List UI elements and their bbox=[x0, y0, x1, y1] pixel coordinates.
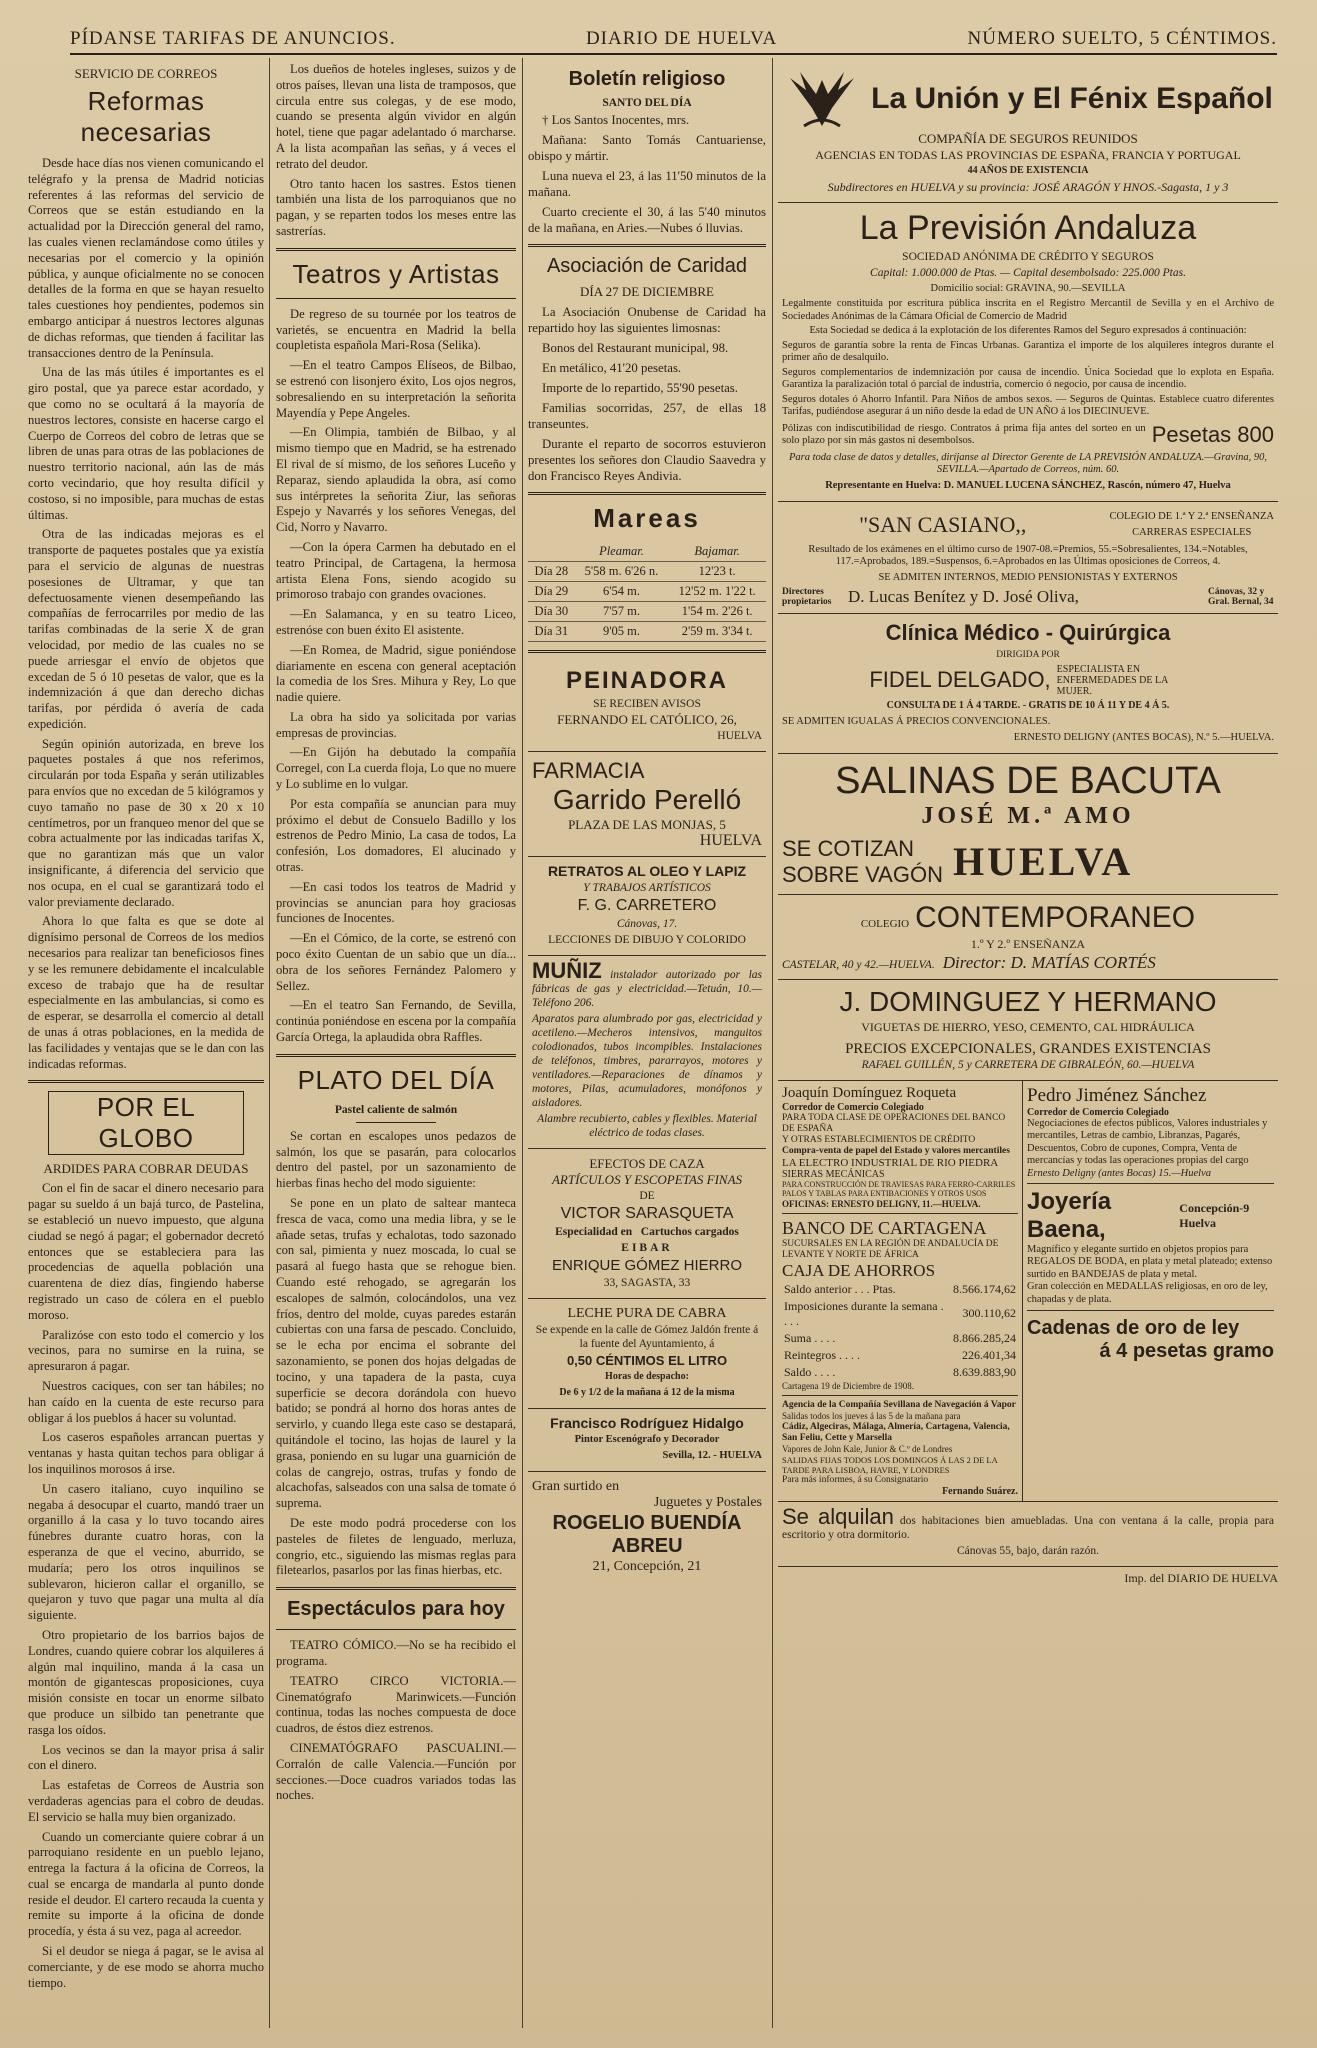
ad-title: La Unión y El Fénix Español bbox=[871, 82, 1273, 115]
ad-title: Joyería Baena, bbox=[1027, 1187, 1112, 1243]
ad-line: Alambre recubierto, cables y flexibles. Material eléctrico de todas clases. bbox=[537, 1113, 757, 1139]
divider bbox=[528, 244, 766, 247]
ad-line: Representante en Huelva: D. MANUEL LUCENA SÁNCHEZ, Rascón, número 47, Huelva bbox=[825, 479, 1231, 491]
ad-line: Cánovas 55, bajo, darán razón. bbox=[956, 1544, 1100, 1557]
paragraph: —En casi todos los teatros de Madrid y provincias se anuncian para hoy graciosas funciones de Inocentes. bbox=[276, 879, 516, 926]
ad-line: Seguros de garantía sobre la renta de Fincas Urbanas. Garantiza el importe de los alquileres íntegros durante el primer año de desalquilo. bbox=[782, 339, 1274, 363]
paragraph: En metálico, 41'20 pesetas. bbox=[542, 361, 682, 375]
ad-clinica bbox=[778, 614, 1278, 754]
ad-title: Francisco Rodríguez Hidalgo bbox=[550, 1415, 744, 1431]
ad-line: Cartagena 19 de Diciembre de 1908. bbox=[782, 1380, 914, 1391]
ad-line: Legalmente constituida por escritura pública inscrita en el Registro Mercantil de Sevilla y en el Archivo de Sociedades Anónimas de la Cámara Oficial de Comercio de Madrid bbox=[782, 298, 1274, 322]
paragraph: Se cortan en escalopes unos pedazos de salmón, los que se pasarán, para colocarlos dentro del pastel, por un sazonamiento de hierbas finas hecho del modo siguiente: bbox=[276, 1128, 516, 1191]
ad-line: Aparatos para alumbrado por gas, electricidad y acetileno.—Mecheros intensivos, manguitos colodionados, tubos incompibles. Instalaciones de teléfonos, timbres, pararrayos, motores y ventiladores.—Reparaciones de dínamos y motores, Pilas, acumuladores, monófonos y aisladores. bbox=[532, 1013, 762, 1109]
ad-line: Agencia de la Compañía Sevillana de Navegación á Vapor bbox=[782, 1399, 1016, 1410]
paragraph: Otro tanto hacen los sastres. Estos tienen también una lista de los parroquianos que no pagan, y se reparten todos los meses entre las sastrerías. bbox=[276, 176, 516, 238]
ad-line: De 6 y 1/2 de la mañana á 12 de la misma bbox=[559, 1387, 735, 1398]
paragraph: Con el fin de sacar el dinero necesario para pagar su sueldo á un bajá turco, de Pastelina, se estableció un nuevo impuesto, que alguna ciudad se negó á pagar; el gobernador decretó entonces que se estableciera para las procedencias de aquella población una cuarentena de diez días, fingiendo haberse registrado un caso de cólera en el pueblo moroso. bbox=[28, 1181, 264, 1322]
ad-line: DE bbox=[639, 1190, 655, 1202]
tides-cell: 7'57 m. bbox=[602, 604, 640, 618]
ad-line: Para más informes, á su Consignatario bbox=[782, 1474, 929, 1485]
ad-line: PRECIOS EXCEPCIONALES, GRANDES EXISTENCIAS bbox=[845, 1040, 1211, 1057]
ad-title: F. G. CARRETERO bbox=[577, 897, 717, 914]
ad-line: Subdirectores en HUELVA y su provincia: JOSÉ ARAGÓN Y HNOS.-Sagasta, 1 y 3 bbox=[827, 180, 1229, 194]
tides-cell: Día 29 bbox=[534, 584, 569, 598]
header-left: PÍDANSE TARIFAS DE ANUNCIOS. bbox=[70, 28, 396, 49]
tides-header-cell: Bajamar. bbox=[694, 544, 740, 558]
ad-line: 1.º Y 2.º ENSEÑANZA bbox=[970, 936, 1086, 951]
ad-title: MUÑIZ bbox=[532, 958, 602, 983]
ad-line: Cánovas, 32 y Gral. Bernal, 34 bbox=[1208, 586, 1274, 607]
ad-line: COMPAÑÍA DE SEGUROS REUNIDOS bbox=[918, 131, 1138, 146]
section-title: Mareas bbox=[593, 503, 701, 533]
ad-title: PEINADORA bbox=[565, 667, 728, 694]
divider bbox=[276, 248, 516, 251]
divider bbox=[356, 1122, 436, 1123]
paragraph: Cuando un comerciante quiere cobrar á un parroquiano residente en un pueblo lejano, entrega la factura á la oficina de Correos, la cual se encarga de mandarla al punto donde reside el deudor. El cartero recauda la cuenta y remite su importe á la oficina de donde procedía, y ésta á su vez, paga al acreedor. bbox=[28, 1829, 264, 1939]
column-rule bbox=[772, 58, 773, 2028]
ad-juguetes bbox=[528, 1472, 766, 1582]
ad-line: Para toda clase de datos y detalles, diríjanse al Director Gerente de LA PREVISIÓN ANDALUZA.—Gravina, 90, SEVILLA.—Apartado de Correos, núm. 60. bbox=[789, 451, 1267, 475]
paragraph: Cuarto creciente el 30, á las 5'40 minutos de la mañana, en Aries.—Nubes ó lluvias. bbox=[528, 205, 766, 235]
ad-line: LA ELECTRO INDUSTRIAL DE RIO PIEDRA bbox=[782, 1156, 999, 1169]
ads-right-stack bbox=[1023, 1081, 1278, 1501]
ad-colegio-contemporaneo bbox=[778, 895, 1278, 980]
ad-line: SUCURSALES EN LA REGIÓN DE ANDALUCÍA DE LEVANTE Y NORTE DE ÁFRICA bbox=[782, 1238, 999, 1260]
table-row bbox=[782, 1364, 1018, 1381]
ad-line: Ernesto Deligny (antes Bocas) 15.—Huelva bbox=[1027, 1167, 1212, 1179]
article-title: Espectáculos para hoy bbox=[287, 1598, 505, 1621]
ad-navegacion bbox=[782, 1396, 1018, 1497]
article-body bbox=[28, 156, 264, 1072]
paragraph: —En el teatro Campos Elíseos, de Bilbao, se estrenó con lisonjero éxito, Los ojos negros, sobresaliendo en su interpretación la señorita Mayendía y Pepe Angeles. bbox=[276, 358, 516, 420]
ad-line: Y OTRAS ESTABLECIMIENTOS DE CRÉDITO bbox=[782, 1134, 976, 1145]
ad-line: Especialidad en bbox=[555, 1226, 633, 1238]
ad-title: Cadenas de oro de ley bbox=[1027, 1317, 1240, 1339]
ad-banco-cartagena bbox=[782, 1214, 1018, 1396]
tides-table bbox=[528, 542, 766, 642]
ad-line: Capital: 1.000.000 de Ptas. — Capital desembolsado: 225.000 Ptas. bbox=[870, 267, 1186, 279]
ad-line: Pintor Escenógrafo y Decorador bbox=[574, 1434, 720, 1445]
paragraph: —En el teatro San Fernando, de Sevilla, continúa poniéndose en escena por la compañía García Ortega, la aplaudida obra Raffles. bbox=[276, 998, 516, 1045]
ad-line: Domicilio social: GRAVINA, 90.—SEVILLA bbox=[930, 283, 1126, 294]
divider bbox=[528, 492, 766, 495]
table-row bbox=[782, 1330, 1018, 1347]
ad-title: á 4 pesetas gramo bbox=[1099, 1340, 1274, 1362]
ad-title: FARMACIA bbox=[532, 758, 645, 783]
paragraph: Los dueños de hoteles ingleses, suizos y de otros países, llevan una lista de tramposos, que circula entre sus colegas, y de ese modo, cuando se presenta algún vividor en algún hotel, tiene que pagar adelantado ó marcharse. A la lista acompañan las señas, y á veces el retrato del deudor. bbox=[276, 62, 516, 171]
ad-title: La Previsión Andaluza bbox=[859, 209, 1197, 247]
article-title: Teatros y Artistas bbox=[292, 258, 500, 289]
table-row bbox=[528, 562, 766, 582]
paragraph: Importe de lo repartido, 55'90 pesetas. bbox=[542, 381, 738, 395]
ad-line: Y TRABAJOS ARTÍSTICOS bbox=[583, 882, 711, 894]
ad-line: dos habitaciones bien amuebladas. Una con ventana á la calle, propia para escritorio y otra dormitorio. bbox=[782, 1514, 1274, 1541]
paragraph: Los caseros españoles arrancan puertas y ventanas y hasta quitan techos para obligar á los inquilinos morosos á irse. bbox=[28, 1430, 264, 1476]
ad-title: Joaquín Domínguez Roqueta bbox=[782, 1084, 957, 1101]
ad-price: Pesetas 800 bbox=[1151, 422, 1274, 447]
ad-line: Director: D. MATÍAS CORTÉS bbox=[942, 952, 1156, 972]
ad-line: EIBAR bbox=[621, 1242, 673, 1254]
column-2 bbox=[276, 62, 516, 2032]
ad-line: FERNANDO EL CATÓLICO, 26, bbox=[557, 712, 737, 727]
article-body bbox=[276, 1129, 516, 1579]
ad-title: VICTOR SARASQUETA bbox=[560, 1205, 734, 1222]
ad-line: Compra-venta de papel del Estado y valores mercantiles bbox=[782, 1145, 1010, 1156]
tides-cell: 6'54 m. bbox=[602, 584, 640, 598]
header-right: NÚMERO SUELTO, 5 CÉNTIMOS. bbox=[967, 28, 1277, 49]
paragraph: Por esta compañía se anuncian para muy próximo el debut de Consuelo Badillo y los estrenos de Pedro Minio, La casa de todos, La confesión, Los domadores, El alucinado y otras. bbox=[276, 796, 516, 875]
ad-retratos bbox=[528, 857, 766, 956]
divider bbox=[276, 298, 516, 299]
ad-line: CONSULTA DE 1 Á 4 TARDE. - GRATIS DE 10 Á 11 Y DE 4 Á 5. bbox=[886, 699, 1170, 711]
printer-imprint: Imp. del DIARIO DE HUELVA bbox=[1124, 1570, 1278, 1585]
divider bbox=[528, 650, 766, 653]
section-kicker: SERVICIO DE CORREOS bbox=[74, 66, 218, 81]
paragraph: Si el deudor se niega á pagar, se le avisa al comerciante, y de ese modo se ahorra mucho tiempo. bbox=[28, 1944, 264, 1990]
ad-title: Se alquilan bbox=[782, 1503, 894, 1529]
ad-line: COLEGIO bbox=[860, 917, 910, 930]
ad-line: SALIDAS FIJAS TODOS LOS DOMINGOS Á LAS 2 DE LA TARDE PARA LISBOA, HAVRE, Y LONDRES bbox=[782, 1454, 998, 1475]
header-center: DIARIO DE HUELVA bbox=[585, 28, 778, 49]
ad-title: JOSÉ M.ª AMO bbox=[921, 802, 1135, 829]
section-kicker: DÍA 27 DE DICIEMBRE bbox=[580, 284, 714, 299]
ad-line: RAFAEL GUILLÉN, 5 y CARRETERA DE GIBRALEÓN, 60.—HUELVA bbox=[861, 1058, 1195, 1071]
ad-line: SIERRAS MECÁNICAS bbox=[782, 1168, 885, 1180]
paragraph: Se pone en un plato de saltear manteca fresca de vaca, como una media libra, y se le añade setas, trufas y echalotas, todo sazonado con sal, pimienta y nuez moscada, lo cual se pasará al fuego hasta que se rehogue bien. Cuando esté rehogado, se agregarán los escalopes de salmón, colocándolos, una vez fríos, dentro del molde, cuyas paredes estarán cubiertas con una farsa de pescado. Concluido, se le echa por encima el sobrante del sazonamiento, se ponen dos hojas delgadas de tocino, y una tapadera de la pasta, cuya superficie se decora dorándola con huevo batido; se pondrá al horno dos horas antes de servirlo, y cuando llega este caso se destapará, quitándole el tocino, las hojas de laurel y la grasa, poniendo en su lugar una guarnición de colas de cangrejo, ostras, trufas y fondo de alcachofas, salseados con una salsa de tomate ó suprema. bbox=[276, 1196, 516, 1511]
paragraph: Familias socorridas, 257, de ellas 18 transeuntes. bbox=[528, 401, 766, 431]
ad-line: LECHE PURA DE CABRA bbox=[567, 1306, 727, 1321]
savings-cell: Saldo . . . . bbox=[784, 1364, 836, 1379]
tides-cell: 5'58 m. 6'26 n. bbox=[584, 564, 659, 578]
paragraph: —En Gijón ha debutado la compañía Corregel, con La cuerda floja, Lo que no muere y Lo sublime en lo vulgar. bbox=[276, 745, 516, 792]
article-body bbox=[276, 62, 516, 240]
paragraph: Los vecinos se dan la mayor prisa á salir con el dinero. bbox=[28, 1742, 264, 1773]
ad-line: Gran surtido en bbox=[532, 1479, 620, 1494]
tides-cell: Día 30 bbox=[534, 604, 569, 618]
savings-cell: Suma . . . . bbox=[784, 1330, 836, 1345]
paragraph: —Con la ópera Carmen ha debutado en el teatro Principal, de Cartagena, la hermosa artista Elena Fons, siendo acogido su primoroso trabajo con grandes ovaciones. bbox=[276, 539, 516, 602]
article-title: Reformas necesarias bbox=[80, 86, 212, 147]
religious-bulletin bbox=[528, 112, 766, 236]
paragraph: † Los Santos Inocentes, mrs. bbox=[542, 113, 690, 127]
ad-line: ERNESTO DELIGNY (ANTES BOCAS), N.º 5.—HUELVA. bbox=[1013, 731, 1274, 743]
paragraph: —En Romea, de Madrid, sigue poniéndose diariamente en escena con general aceptación la comedia de los Sres. Mihura y Rey, Lo que nadie quiere. bbox=[276, 642, 516, 705]
divider bbox=[276, 1054, 516, 1057]
paragraph: Las estafetas de Correos de Austria son verdaderas agencias para el cobro de deudas. El servicio se halla muy bien organizado. bbox=[28, 1778, 264, 1824]
tides-cell: 2'59 m. 3'34 t. bbox=[681, 624, 753, 638]
tides-header-cell bbox=[528, 542, 575, 562]
ad-title: CAJA DE AHORROS bbox=[782, 1260, 936, 1280]
paragraph: De este modo podrá procederse con los pasteles de filetes de lenguado, merluza, congrio, etc., siguiendo las mismas reglas para filetearlos, pasarlos por las finas hierbas, etc. bbox=[276, 1515, 516, 1578]
ad-line: Corredor de Comercio Colegiado bbox=[1027, 1106, 1169, 1118]
ad-line: instalador autorizado por las fábricas de gas y electricidad.—Tetuán, 10.—Teléfono 206. bbox=[532, 969, 762, 1009]
paragraph: Un casero italiano, cuyo inquilino se negaba á desocupar el cuarto, mandó traer un organillo á la casa y lo tuvo tocando aires fúnebres durante cuatro horas, con la esperanza de que el vecino, aburrido, se mudaría; pero los otros inquilinos se sublevaron, hicieron callar el organillo, se quejaron y tuvo que pagar una multa al día siguiente. bbox=[28, 1481, 264, 1623]
ad-muniz bbox=[528, 956, 766, 1149]
paragraph: Durante el reparto de socorros estuvieron presentes los señores don Claudio Saavedra y don Francisco Reyes Andivia. bbox=[528, 437, 766, 483]
article-body bbox=[276, 1638, 516, 1804]
paragraph: —En Salamanca, y en su teatro Liceo, estrenóse con buen éxito El asistente. bbox=[276, 607, 516, 637]
ad-title: HUELVA bbox=[952, 839, 1134, 884]
column-1 bbox=[28, 62, 264, 2032]
ad-pedro-jimenez bbox=[1027, 1085, 1274, 1184]
ads-left-stack bbox=[778, 1081, 1023, 1501]
article-body bbox=[28, 1181, 264, 1991]
paragraph: TEATRO CIRCO VICTORIA.—Cinematógrafo Marinwicets.—Función continua, todas las noches compuesta de doce cuadros, de éstos diez estrenos. bbox=[276, 1673, 516, 1736]
ad-line: ESPECIALISTA EN ENFERMEDADES DE LA MUJER. bbox=[1056, 663, 1168, 697]
ad-title: ENRIQUE GÓMEZ HIERRO bbox=[551, 1257, 742, 1274]
ad-line: Cádiz, Algeciras, Málaga, Almería, Cartagena, Valencia, San Feliu, Cette y Marsella bbox=[782, 1421, 1010, 1443]
ad-line: Horas de despacho: bbox=[605, 1371, 689, 1382]
ad-line: SOCIEDAD ANÓNIMA DE CRÉDITO Y SEGUROS bbox=[902, 251, 1154, 263]
table-row bbox=[782, 1347, 1018, 1364]
ad-line: Salidas todos los jueves á las 5 de la mañana para bbox=[782, 1410, 961, 1421]
paragraph: Luna nueva el 23, á las 11'50 minutos de la mañana. bbox=[528, 169, 766, 199]
ad-line: Magnífico y elegante surtido en objetos propios para REGALOS DE BODA, en plata y metal plateado; extenso surtido en BANDEJAS de plata y metal. bbox=[1027, 1243, 1273, 1280]
ad-line: HUELVA bbox=[717, 730, 762, 742]
article-body bbox=[276, 307, 516, 1046]
ad-caza bbox=[528, 1149, 766, 1299]
section-kicker: SANTO DEL DÍA bbox=[602, 97, 692, 109]
ad-line: Se expende en la calle de Gómez Jaldón frente á la fuente del Ayuntamiento, á bbox=[535, 1324, 759, 1350]
ad-peinadora bbox=[528, 661, 766, 752]
tides-cell: 1'54 m. 2'26 t. bbox=[681, 604, 753, 618]
ad-line: Corredor de Comercio Colegiado bbox=[782, 1101, 924, 1113]
ad-line: Fernando Suárez. bbox=[942, 1485, 1018, 1497]
column-4-ads bbox=[778, 62, 1278, 2032]
article-title: POR EL GLOBO bbox=[48, 1091, 244, 1155]
ad-line: HUELVA bbox=[699, 832, 762, 849]
ad-line: Negociaciones de efectos públicos, Valores industriales y mercantiles, Letras de cambio, Libranzas, Pagarés, Descuentos, Cobro de cupones, Compra, Venta de mercancías y todas las operaciones propias del cargo bbox=[1027, 1117, 1268, 1166]
ad-line: SE ADMITEN IGUALAS Á PRECIOS CONVENCIONALES. bbox=[782, 715, 1051, 727]
ad-title: Clínica Médico - Quirúrgica bbox=[885, 619, 1171, 645]
savings-cell: 8.566.174,62 bbox=[953, 1281, 1016, 1296]
ad-joyeria-baena bbox=[1027, 1184, 1274, 1312]
paragraph: CINEMATÓGRAFO PASCUALINI.—Corralón de calle Valencia.—Función por secciones.—Doce cuadros variados todas las noches. bbox=[276, 1740, 516, 1803]
ad-line: PARA CONSTRUCCIÓN DE TRAVIESAS PARA FERRO-CARRILES PALOS Y TABLAS PARA ENTIBACIONES Y OTROS USOS bbox=[782, 1179, 1016, 1198]
ad-line: VIGUETAS DE HIERRO, YESO, CEMENTO, CAL HIDRÁULICA bbox=[861, 1019, 1195, 1034]
table-row bbox=[782, 1298, 1018, 1330]
savings-cell: Reintegros . . . . bbox=[784, 1347, 860, 1362]
paragraph: Paralizóse con esto todo el comercio y los vecinos, para no sumirse en la ruina, se apresuraron á pagar. bbox=[28, 1327, 264, 1374]
paragraph: Nuestros caciques, con ser tan hábiles; no han caído en la cuenta de este recurso para obligar á los pueblos á hacer su voluntad. bbox=[28, 1378, 264, 1425]
ads-split-row bbox=[778, 1081, 1278, 1502]
divider bbox=[28, 1080, 264, 1083]
section-title: Boletín religioso bbox=[568, 68, 726, 90]
paragraph: Otra de las indicadas mejoras es el transporte de paquetes postales que ya existía para el servicio de algunas de nuestras posesiones de Ultramar, y que tan defectuosamente vienen desempeñando las compañías de ferrocarriles por medio de las tarifas combinadas de la serie X de gran velocidad, por medio de las cuales no se puede arriesgar el envío de objetos que excedan de 5 ó 10 pesetas de valor, que es la indemnización á que dan derecho dichas tarifas, por pérdida ó avería de cada expedición. bbox=[28, 527, 264, 731]
ad-line: Vapores de John Kale, Junior & C.º de Londres bbox=[782, 1443, 953, 1454]
savings-cell: 226.401,34 bbox=[962, 1347, 1016, 1362]
ad-line: COLEGIO DE 1.ª Y 2.ª ENSEÑANZA bbox=[1109, 510, 1274, 522]
table-row bbox=[528, 582, 766, 602]
ad-line: LECCIONES DE DIBUJO Y COLORIDO bbox=[548, 934, 746, 946]
ad-line: Cartuchos cargados bbox=[640, 1226, 739, 1238]
ad-prevision-andaluza bbox=[778, 203, 1278, 502]
ad-line: 44 AÑOS DE EXISTENCIA bbox=[967, 165, 1089, 176]
ad-san-casiano bbox=[778, 502, 1278, 614]
tides-header-row bbox=[528, 542, 766, 562]
savings-table bbox=[782, 1281, 1018, 1381]
ad-line: ARTÍCULOS Y ESCOPETAS FINAS bbox=[551, 1172, 743, 1187]
savings-cell: 8.866.285,24 bbox=[953, 1330, 1016, 1345]
ad-leche bbox=[528, 1299, 766, 1409]
ad-line: Juguetes y Postales bbox=[653, 1495, 762, 1510]
ad-line: Directores propietarios bbox=[782, 586, 832, 607]
tides-cell: Día 31 bbox=[534, 624, 569, 638]
tides-header-cell: Pleamar. bbox=[599, 544, 644, 558]
paragraph: —En el Cómico, de la corte, se estrenó con poco éxito Cuentan de un sabio que un día... obra de los señores Fernández Palomero y Sellez. bbox=[276, 931, 516, 993]
savings-cell: Saldo anterior . . . Ptas. bbox=[784, 1281, 896, 1296]
savings-cell: Imposiciones durante la semana . . . . bbox=[784, 1298, 944, 1328]
paragraph: Desde hace días nos vienen comunicando el telégrafo y la prensa de Madrid noticias referentes á las reformas del servicio de Correos que se están estudiando en la actualidad por la Dirección general del ramo, las cuales vienen reclamándose como útiles y necesarias por el comercio y la opinión pública, y aunque oficialmente no se conocen detalles de la forma en que se hayan resuelto tales cuestiones hoy pendientes, podemos sin embargo anticipar á nuestros lectores algunas de dichas reformas, que tienden á facilitar las transacciones dentro de la Península. bbox=[28, 156, 264, 360]
ad-line: DIRIGIDA POR bbox=[996, 649, 1060, 660]
ad-title: BANCO DE CARTAGENA bbox=[782, 1217, 987, 1238]
ad-cadenas bbox=[1027, 1311, 1274, 1369]
ad-line: Pólizas con indiscutibilidad de riesgo. Contratos á prima fija antes del sorteo en un solo plazo por sin más gastos ni desembolsos. bbox=[782, 422, 1146, 446]
charity-report bbox=[528, 304, 766, 484]
paragraph: Ahora lo que falta es que se dote al dignísimo personal de Correos de los medios necesarios para realizar tan beneficiosos fines y se les remunere debidamente el incalculable exceso de trabajo que ha de resultar especialmente en las ambulancias, si como es de esperar, se desarrolla el comercio al detall de unas á otras poblaciones, en la medida de las facilidades y ventajas que se le dan con las indicadas reformas. bbox=[28, 914, 264, 1071]
ad-pintor bbox=[528, 1409, 766, 1472]
ad-line: Seguros dotales ó Ahorro Infantil. Para Niños de ambos sexos. — Seguros de Quintas. Establece cuatro diferentes Tarifas, pudiéndose asegurar á un niño desde la edad de UN AÑO á los DIECINUEVE. bbox=[782, 393, 1274, 417]
paragraph: —En Olimpia, también de Bilbao, y al mismo tiempo que en Madrid, se ha estrenado El rival de sí mismo, de los señores Luceño y Reparaz, siendo aplaudida la obra, así como sus intérpretes la señorita Ziur, las señoras Espejo y Navarrés y los señores Venegas, del Cid, Norro y Navarro. bbox=[276, 425, 516, 535]
paragraph: Según opinión autorizada, en breve los paquetes postales á que nos referimos, circularán por toda España y serán utilizables para envíos que no excedan de 5 kilógramos y cuyo tamaño no pase de 30 x 20 x 10 centímetros, por un franqueo menor del que se cobra actualmente por las indicadas tarifas X, que no garantizan más que un valor insignificante, á diferencia del servicio que nos ocupa, en el cual se garantizará todo el valor previamente declarado. bbox=[28, 736, 264, 909]
page-header bbox=[70, 28, 1277, 55]
tides-cell: Día 28 bbox=[534, 564, 569, 578]
table-row bbox=[528, 602, 766, 622]
tides-cell: 12'23 t. bbox=[698, 564, 736, 578]
ad-roqueta bbox=[782, 1085, 1018, 1214]
ad-line: PLAZA DE LAS MONJAS, 5 bbox=[568, 817, 726, 832]
ad-title: RETRATOS AL OLEO Y LAPIZ bbox=[547, 863, 747, 879]
column-rule bbox=[522, 58, 523, 2028]
ad-title: "SAN CASIANO,, bbox=[859, 511, 1027, 537]
ad-line: Gran colección en MEDALLAS religiosas, en oro de ley, chapadas y de plata. bbox=[1027, 1281, 1268, 1305]
ad-line: Esta Sociedad se dedica á la explotación de los diferentes Ramos del Seguro expresados á continuación: bbox=[809, 325, 1247, 336]
ad-dominguez-hermano bbox=[778, 980, 1278, 1081]
ad-line: Sevilla, 12. - HUELVA bbox=[662, 1450, 762, 1461]
paragraph: La Asociación Onubense de Caridad ha repartido hoy las siguientes limosnas: bbox=[528, 305, 766, 335]
paragraph: Otro propietario de los barrios bajos de Londres, cuando quiere cobrar los alquileres á algún mal inquilino, manda á la casa un montón de gigantescas proposiciones, cuya misión consiste en tocar un enorme silbato que produce un silbido tan penetrante que rasga los oídos. bbox=[28, 1627, 264, 1737]
paragraph: Una de las más útiles é importantes es el giro postal, que ya parece estar acordado, y que como no se ocultará á la mayoría de nuestros lectores, consiste en hacerse cargo el Cuerpo de Correos del cobro de letras que se libren de unas para otras de las poblaciones de nuestro territorio nacional, aún las de más corto vecindario, que hoy resulta difícil y costoso, si no imposible, para muchas de estas últimas. bbox=[28, 365, 264, 522]
table-row bbox=[528, 622, 766, 642]
paragraph: La obra ha sido ya solicitada por varias empresas de provincias. bbox=[276, 709, 516, 740]
ad-title: SALINAS DE BACUTA bbox=[835, 759, 1221, 802]
divider bbox=[276, 1587, 516, 1590]
ad-union-fenix bbox=[778, 62, 1278, 203]
ad-line: SOBRE VAGÓN bbox=[782, 861, 943, 887]
tides-cell: 12'52 m. 1'22 t. bbox=[678, 584, 756, 598]
ad-title: CONTEMPORANEO bbox=[915, 900, 1196, 934]
ad-line: SE RECIBEN AVISOS bbox=[593, 698, 701, 710]
tides-body bbox=[528, 562, 766, 642]
column-rule bbox=[269, 58, 270, 2028]
ad-line: SE ADMITEN INTERNOS, MEDIO PENSIONISTAS Y EXTERNOS bbox=[878, 571, 1178, 583]
paragraph: De regreso de su tournée por los teatros de varietés, se encuentra en Madrid la bella coupletista española Mari-Rosa (Selika). bbox=[276, 306, 516, 353]
paragraph: Mañana: Santo Tomás Cantuariense, obispo y mártir. bbox=[528, 133, 766, 163]
savings-cell: 8.639.883,90 bbox=[953, 1364, 1016, 1379]
ad-line: 21, Concepción, 21 bbox=[592, 1559, 702, 1574]
ad-line: SE COTIZAN bbox=[782, 835, 915, 861]
ad-title: FIDEL DELGADO, bbox=[869, 667, 1051, 692]
ad-title: D. Lucas Benítez y D. José Oliva, bbox=[848, 586, 1079, 606]
paragraph: Bonos del Restaurant municipal, 98. bbox=[542, 341, 729, 355]
ad-se-alquilan bbox=[778, 1502, 1278, 1567]
ad-title: Pedro Jiménez Sánchez bbox=[1027, 1084, 1207, 1106]
section-kicker: ARDIDES PARA COBRAR DEUDAS bbox=[43, 1161, 249, 1177]
ad-line: Seguros complementarios de indemnización por causa de incendio. Única Sociedad que lo explota en España. Garantiza la paralización total ó parcial de industria, comercio ó negocio, por causa de incendio. bbox=[782, 366, 1274, 390]
ad-salinas bbox=[778, 754, 1278, 895]
section-kicker: Pastel caliente de salmón bbox=[334, 1103, 458, 1116]
ad-line: Cánovas, 17. bbox=[616, 918, 678, 930]
ad-line: CASTELAR, 40 y 42.—HUELVA. bbox=[782, 958, 935, 971]
table-row bbox=[782, 1281, 1018, 1298]
ad-title: J. DOMINGUEZ Y HERMANO bbox=[839, 985, 1217, 1017]
ad-title: Garrido Perelló bbox=[552, 784, 742, 815]
ad-line: Resultado de los exámenes en el último curso de 1907-08.=Premios, 55.=Sobresalientes, 134.=Notables, 117.=Aprobados, 189.=Suspensos, 6.=Aprobados en las Últimas oposiciones de Correos, 4. bbox=[808, 543, 1248, 567]
section-title: Asociación de Caridad bbox=[546, 255, 748, 277]
ad-line: 33, SAGASTA, 33 bbox=[603, 1277, 691, 1289]
ad-line: PARA TODA CLASE DE OPERACIONES DEL BANCO DE ESPAÑA bbox=[782, 1112, 1006, 1134]
phoenix-icon bbox=[782, 68, 862, 130]
article-title: PLATO DEL DÍA bbox=[297, 1064, 495, 1095]
paragraph: TEATRO CÓMICO.—No se ha recibido el programa. bbox=[276, 1638, 516, 1668]
column-3 bbox=[528, 62, 766, 2032]
divider bbox=[276, 1629, 516, 1630]
ad-title: 0,50 CÉNTIMOS EL LITRO bbox=[566, 1353, 728, 1368]
ad-line: EFECTOS DE CAZA bbox=[589, 1156, 705, 1171]
ad-line: AGENCIAS EN TODAS LAS PROVINCIAS DE ESPAÑA, FRANCIA Y PORTUGAL bbox=[815, 148, 1241, 162]
ad-title: ROGELIO BUENDÍA ABREU bbox=[552, 1512, 742, 1557]
ad-line: Concepción-9 Huelva bbox=[1179, 1200, 1250, 1230]
savings-cell: 300.110,62 bbox=[962, 1306, 1016, 1320]
tides-cell: 9'05 m. bbox=[602, 624, 640, 638]
ad-farmacia bbox=[528, 752, 766, 857]
ad-line: CARRERAS ESPECIALES bbox=[1132, 526, 1252, 538]
ad-line: OFICINAS: ERNESTO DELIGNY, 11.—HUELVA. bbox=[782, 1198, 981, 1209]
